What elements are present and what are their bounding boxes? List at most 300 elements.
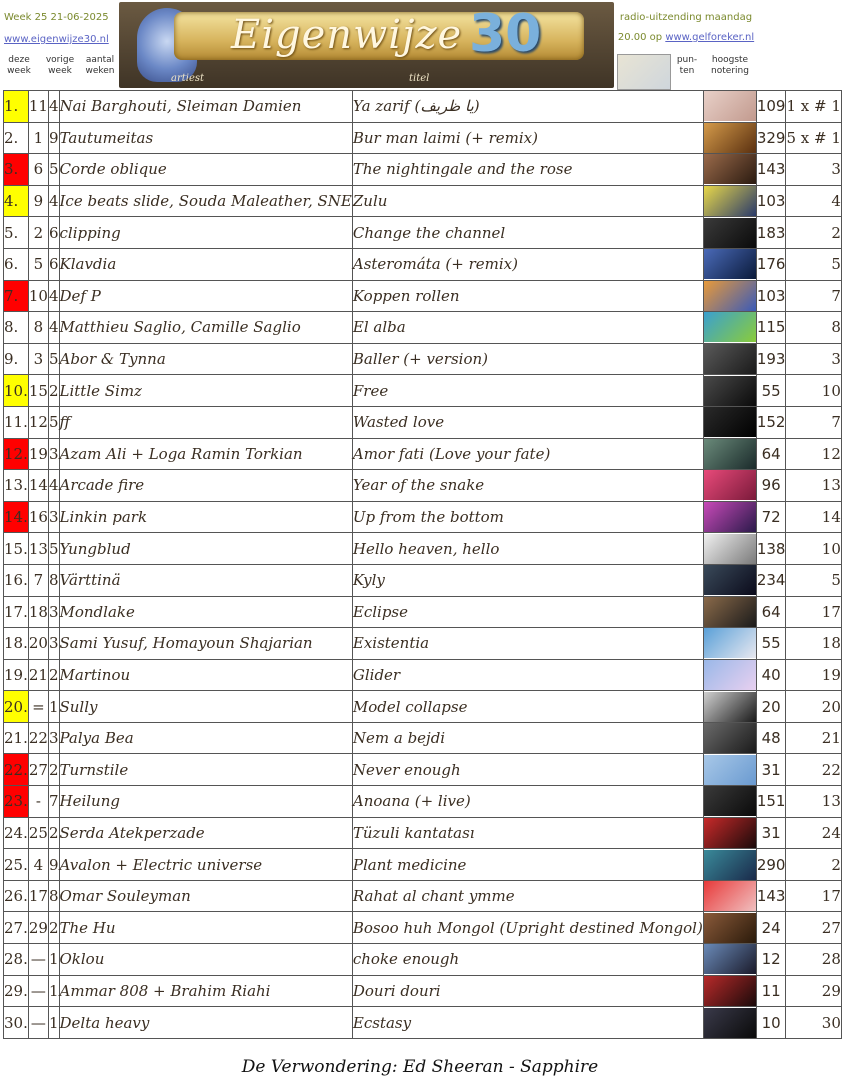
weeks-count-cell: 4 <box>48 280 59 312</box>
chart-row <box>4 1007 842 1039</box>
position-cell: 8. <box>4 312 29 344</box>
highest-position-cell: 22 <box>786 754 841 786</box>
album-cover-icon <box>704 755 756 785</box>
chart-row <box>4 596 842 628</box>
album-cover-icon <box>704 376 756 406</box>
points-cell: 64 <box>756 596 786 628</box>
position-cell: 5. <box>4 217 29 249</box>
artist-cell: Avalon + Electric universe <box>59 849 352 881</box>
highest-position-cell: 4 <box>786 185 841 217</box>
title-cell: Bosoo huh Mongol (Upright destined Mongol) <box>352 912 703 944</box>
points-cell: 103 <box>756 185 786 217</box>
position-cell: 28. <box>4 944 29 976</box>
artist-cell: Ice beats slide, Souda Maleather, SNE <box>59 185 352 217</box>
weeks-count-cell: 2 <box>48 375 59 407</box>
position-cell: 23. <box>4 786 29 818</box>
chart-row <box>4 564 842 596</box>
position-cell: 2. <box>4 122 29 154</box>
weeks-count-cell: 5 <box>48 154 59 186</box>
chart-row <box>4 217 842 249</box>
previous-week-cell: 17 <box>28 880 48 912</box>
radio-site-link[interactable]: www.gelforeker.nl <box>665 32 755 43</box>
title-cell: Koppen rollen <box>352 280 703 312</box>
album-cover-icon <box>704 344 756 374</box>
chart-row <box>4 628 842 660</box>
position-cell: 4. <box>4 185 29 217</box>
previous-week-cell: 14 <box>28 470 48 502</box>
title-cell: Hello heaven, hello <box>352 533 703 565</box>
title-cell: El alba <box>352 312 703 344</box>
title-cell: Plant medicine <box>352 849 703 881</box>
points-cell: 96 <box>756 470 786 502</box>
album-thumb-cell <box>703 786 756 818</box>
col-head-highest: hoogste notering <box>711 55 749 76</box>
chart-row <box>4 280 842 312</box>
highest-position-cell: 14 <box>786 501 841 533</box>
highest-position-cell: 24 <box>786 817 841 849</box>
chart-table <box>3 90 842 1039</box>
album-thumb-cell <box>703 154 756 186</box>
position-cell: 18. <box>4 628 29 660</box>
radio-time-label: 20.00 op <box>617 32 663 43</box>
position-cell: 25. <box>4 849 29 881</box>
weeks-count-cell: 2 <box>48 754 59 786</box>
previous-week-cell: 29 <box>28 912 48 944</box>
previous-week-cell: 25 <box>28 817 48 849</box>
chart-row <box>4 533 842 565</box>
album-cover-icon <box>704 439 756 469</box>
weeks-count-cell: 2 <box>48 817 59 849</box>
weeks-count-cell: 8 <box>48 564 59 596</box>
previous-week-cell: 27 <box>28 754 48 786</box>
points-cell: 40 <box>756 659 786 691</box>
highest-position-cell: 2 <box>786 849 841 881</box>
points-cell: 55 <box>756 628 786 660</box>
album-thumb-cell <box>703 91 756 123</box>
artist-cell: ff <box>59 406 352 438</box>
album-thumb-cell <box>703 817 756 849</box>
album-thumb-cell <box>703 912 756 944</box>
previous-week-cell: 8 <box>28 312 48 344</box>
position-cell: 11. <box>4 406 29 438</box>
title-cell: Asteromáta (+ remix) <box>352 248 703 280</box>
album-thumb-cell <box>703 659 756 691</box>
points-cell: 24 <box>756 912 786 944</box>
highest-position-cell: 10 <box>786 375 841 407</box>
points-cell: 11 <box>756 975 786 1007</box>
chart-row <box>4 754 842 786</box>
weeks-count-cell: 1 <box>48 1007 59 1039</box>
points-cell: 138 <box>756 533 786 565</box>
previous-week-cell: 18 <box>28 596 48 628</box>
previous-week-cell: 19 <box>28 438 48 470</box>
chart-row <box>4 122 842 154</box>
title-cell: Wasted love <box>352 406 703 438</box>
album-cover-icon <box>704 976 756 1006</box>
points-cell: 64 <box>756 438 786 470</box>
previous-week-cell: 12 <box>28 406 48 438</box>
previous-week-cell: — <box>28 1007 48 1039</box>
artist-cell: Klavdia <box>59 248 352 280</box>
points-cell: 234 <box>756 564 786 596</box>
weeks-count-cell: 3 <box>48 628 59 660</box>
highest-position-cell: 5 <box>786 248 841 280</box>
title-cell: The nightingale and the rose <box>352 154 703 186</box>
title-cell: Ya zarif (يا ظريف) <box>352 91 703 123</box>
title-cell: Douri douri <box>352 975 703 1007</box>
album-cover-icon <box>704 565 756 595</box>
radio-broadcast-label: radio-uitzending maandag <box>619 12 753 23</box>
week-date-label: Week 25 21-06-2025 <box>4 12 109 23</box>
position-cell: 17. <box>4 596 29 628</box>
artist-cell: Corde oblique <box>59 154 352 186</box>
weeks-count-cell: 3 <box>48 722 59 754</box>
position-cell: 16. <box>4 564 29 596</box>
highest-position-cell: 27 <box>786 912 841 944</box>
title-cell: Model collapse <box>352 691 703 723</box>
artist-cell: Mondlake <box>59 596 352 628</box>
previous-week-cell: = <box>28 691 48 723</box>
album-cover-icon <box>704 628 756 658</box>
map-icon <box>617 54 671 90</box>
title-cell: Baller (+ version) <box>352 343 703 375</box>
weeks-count-cell: 4 <box>48 312 59 344</box>
title-column-label: titel <box>409 73 430 84</box>
album-cover-icon <box>704 407 756 437</box>
points-cell: 143 <box>756 154 786 186</box>
chart-row <box>4 975 842 1007</box>
chart-row <box>4 722 842 754</box>
position-cell: 1. <box>4 91 29 123</box>
previous-week-cell: 21 <box>28 659 48 691</box>
album-cover-icon <box>704 913 756 943</box>
chart-row <box>4 91 842 123</box>
highest-position-cell: 7 <box>786 406 841 438</box>
album-thumb-cell <box>703 1007 756 1039</box>
highest-position-cell: 3 <box>786 154 841 186</box>
website-link[interactable]: www.eigenwijze30.nl <box>4 34 109 45</box>
chart-row <box>4 470 842 502</box>
album-cover-icon <box>704 154 756 184</box>
artist-cell: Ammar 808 + Brahim Riahi <box>59 975 352 1007</box>
album-cover-icon <box>704 534 756 564</box>
album-cover-icon <box>704 502 756 532</box>
points-cell: 329 <box>756 122 786 154</box>
highest-position-cell: 5 x # 1 <box>786 122 841 154</box>
highest-position-cell: 7 <box>786 280 841 312</box>
chart-row <box>4 248 842 280</box>
chart-row <box>4 154 842 186</box>
previous-week-cell: 4 <box>28 849 48 881</box>
highest-position-cell: 19 <box>786 659 841 691</box>
points-cell: 31 <box>756 817 786 849</box>
album-thumb-cell <box>703 722 756 754</box>
weeks-count-cell: 2 <box>48 659 59 691</box>
album-cover-icon <box>704 312 756 342</box>
chart-row <box>4 912 842 944</box>
chart-row <box>4 501 842 533</box>
previous-week-cell: 6 <box>28 154 48 186</box>
album-thumb-cell <box>703 754 756 786</box>
album-thumb-cell <box>703 691 756 723</box>
album-cover-icon <box>704 944 756 974</box>
title-cell: Never enough <box>352 754 703 786</box>
album-cover-icon <box>704 218 756 248</box>
points-cell: 176 <box>756 248 786 280</box>
album-thumb-cell <box>703 564 756 596</box>
album-cover-icon <box>704 470 756 500</box>
album-thumb-cell <box>703 628 756 660</box>
album-thumb-cell <box>703 375 756 407</box>
weeks-count-cell: 9 <box>48 849 59 881</box>
artist-cell: Serda Atekperzade <box>59 817 352 849</box>
points-cell: 143 <box>756 880 786 912</box>
title-cell: Kyly <box>352 564 703 596</box>
artist-cell: Abor & Tynna <box>59 343 352 375</box>
weeks-count-cell: 5 <box>48 406 59 438</box>
title-cell: Up from the bottom <box>352 501 703 533</box>
chart-row <box>4 817 842 849</box>
position-cell: 22. <box>4 754 29 786</box>
position-cell: 19. <box>4 659 29 691</box>
position-cell: 6. <box>4 248 29 280</box>
weeks-count-cell: 4 <box>48 91 59 123</box>
artist-cell: Heilung <box>59 786 352 818</box>
points-cell: 151 <box>756 786 786 818</box>
chart-rows <box>4 91 842 1039</box>
album-thumb-cell <box>703 596 756 628</box>
previous-week-cell: 11 <box>28 91 48 123</box>
album-thumb-cell <box>703 470 756 502</box>
weeks-count-cell: 6 <box>48 217 59 249</box>
position-cell: 29. <box>4 975 29 1007</box>
album-cover-icon <box>704 249 756 279</box>
highest-position-cell: 1 x # 1 <box>786 91 841 123</box>
album-cover-icon <box>704 692 756 722</box>
artist-cell: Omar Souleyman <box>59 880 352 912</box>
artist-cell: Oklou <box>59 944 352 976</box>
weeks-count-cell: 4 <box>48 185 59 217</box>
position-cell: 7. <box>4 280 29 312</box>
position-cell: 21. <box>4 722 29 754</box>
artist-cell: Delta heavy <box>59 1007 352 1039</box>
highest-position-cell: 21 <box>786 722 841 754</box>
points-cell: 10 <box>756 1007 786 1039</box>
artist-cell: Palya Bea <box>59 722 352 754</box>
album-cover-icon <box>704 281 756 311</box>
weeks-count-cell: 9 <box>48 122 59 154</box>
chart-row <box>4 185 842 217</box>
points-cell: 290 <box>756 849 786 881</box>
previous-week-cell: 3 <box>28 343 48 375</box>
artist-cell: Turnstile <box>59 754 352 786</box>
previous-week-cell: - <box>28 786 48 818</box>
previous-week-cell: — <box>28 944 48 976</box>
weeks-count-cell: 5 <box>48 533 59 565</box>
chart-row <box>4 659 842 691</box>
chart-row <box>4 343 842 375</box>
artist-cell: Värttinä <box>59 564 352 596</box>
highest-position-cell: 13 <box>786 470 841 502</box>
highest-position-cell: 12 <box>786 438 841 470</box>
album-cover-icon <box>704 881 756 911</box>
position-cell: 9. <box>4 343 29 375</box>
position-cell: 3. <box>4 154 29 186</box>
album-cover-icon <box>704 123 756 153</box>
banner-title: Eigenwijze <box>231 12 463 58</box>
album-thumb-cell <box>703 406 756 438</box>
highest-position-cell: 10 <box>786 533 841 565</box>
points-cell: 193 <box>756 343 786 375</box>
points-cell: 55 <box>756 375 786 407</box>
title-cell: Amor fati (Love your fate) <box>352 438 703 470</box>
previous-week-cell: 9 <box>28 185 48 217</box>
points-cell: 109 <box>756 91 786 123</box>
title-cell: Bur man laimi (+ remix) <box>352 122 703 154</box>
previous-week-cell: 20 <box>28 628 48 660</box>
album-thumb-cell <box>703 438 756 470</box>
weeks-count-cell: 1 <box>48 944 59 976</box>
previous-week-cell: — <box>28 975 48 1007</box>
artist-cell: Matthieu Saglio, Camille Saglio <box>59 312 352 344</box>
album-thumb-cell <box>703 248 756 280</box>
position-cell: 14. <box>4 501 29 533</box>
artist-column-label: artiest <box>171 73 205 84</box>
points-cell: 152 <box>756 406 786 438</box>
artist-cell: Linkin park <box>59 501 352 533</box>
chart-row <box>4 375 842 407</box>
chart-header <box>0 0 758 90</box>
title-cell: Existentia <box>352 628 703 660</box>
artist-cell: Arcade fire <box>59 470 352 502</box>
album-cover-icon <box>704 723 756 753</box>
title-cell: Eclipse <box>352 596 703 628</box>
album-thumb-cell <box>703 280 756 312</box>
highest-position-cell: 17 <box>786 880 841 912</box>
col-head-this-week: deze week <box>7 55 31 76</box>
artist-cell: Little Simz <box>59 375 352 407</box>
album-thumb-cell <box>703 975 756 1007</box>
highest-position-cell: 2 <box>786 217 841 249</box>
position-cell: 20. <box>4 691 29 723</box>
weeks-count-cell: 6 <box>48 248 59 280</box>
artist-cell: Yungblud <box>59 533 352 565</box>
position-cell: 24. <box>4 817 29 849</box>
album-cover-icon <box>704 850 756 880</box>
artist-cell: Martinou <box>59 659 352 691</box>
highest-position-cell: 29 <box>786 975 841 1007</box>
album-thumb-cell <box>703 343 756 375</box>
previous-week-cell: 2 <box>28 217 48 249</box>
album-thumb-cell <box>703 849 756 881</box>
weeks-count-cell: 1 <box>48 691 59 723</box>
album-thumb-cell <box>703 312 756 344</box>
col-head-last-week: vorige week <box>45 55 75 76</box>
artist-cell: Tautumeitas <box>59 122 352 154</box>
position-cell: 26. <box>4 880 29 912</box>
points-cell: 115 <box>756 312 786 344</box>
highest-position-cell: 3 <box>786 343 841 375</box>
chart-row <box>4 849 842 881</box>
weeks-count-cell: 8 <box>48 880 59 912</box>
highest-position-cell: 5 <box>786 564 841 596</box>
chart-row <box>4 406 842 438</box>
weeks-count-cell: 1 <box>48 975 59 1007</box>
previous-week-cell: 5 <box>28 248 48 280</box>
eigenwijze-banner <box>119 2 614 88</box>
position-cell: 12. <box>4 438 29 470</box>
title-cell: Glider <box>352 659 703 691</box>
weeks-count-cell: 7 <box>48 786 59 818</box>
title-cell: Anoana (+ live) <box>352 786 703 818</box>
chart-row <box>4 786 842 818</box>
position-cell: 27. <box>4 912 29 944</box>
radio-time-line <box>616 32 756 43</box>
album-cover-icon <box>704 186 756 216</box>
artist-cell: Sami Yusuf, Homayoun Shajarian <box>59 628 352 660</box>
position-cell: 15. <box>4 533 29 565</box>
title-cell: Zulu <box>352 185 703 217</box>
highest-position-cell: 18 <box>786 628 841 660</box>
position-cell: 30. <box>4 1007 29 1039</box>
highest-position-cell: 30 <box>786 1007 841 1039</box>
position-cell: 13. <box>4 470 29 502</box>
previous-week-cell: 7 <box>28 564 48 596</box>
artist-cell: Sully <box>59 691 352 723</box>
chart-row <box>4 880 842 912</box>
album-cover-icon <box>704 660 756 690</box>
previous-week-cell: 15 <box>28 375 48 407</box>
weeks-count-cell: 2 <box>48 912 59 944</box>
points-cell: 31 <box>756 754 786 786</box>
album-cover-icon <box>704 597 756 627</box>
col-head-points: pun- ten <box>676 55 698 76</box>
album-cover-icon <box>704 818 756 848</box>
title-cell: Rahat al chant ymme <box>352 880 703 912</box>
position-cell: 10. <box>4 375 29 407</box>
chart-row <box>4 944 842 976</box>
weeks-count-cell: 4 <box>48 470 59 502</box>
title-cell: Ecstasy <box>352 1007 703 1039</box>
weeks-count-cell: 5 <box>48 343 59 375</box>
title-cell: Nem a bejdi <box>352 722 703 754</box>
album-cover-icon <box>704 786 756 816</box>
points-cell: 48 <box>756 722 786 754</box>
highest-position-cell: 20 <box>786 691 841 723</box>
album-thumb-cell <box>703 944 756 976</box>
album-thumb-cell <box>703 122 756 154</box>
previous-week-cell: 13 <box>28 533 48 565</box>
previous-week-cell: 22 <box>28 722 48 754</box>
artist-cell: Nai Barghouti, Sleiman Damien <box>59 91 352 123</box>
previous-week-cell: 1 <box>28 122 48 154</box>
album-cover-icon <box>704 91 756 121</box>
album-thumb-cell <box>703 533 756 565</box>
highest-position-cell: 17 <box>786 596 841 628</box>
footer-discovery: De Verwondering: Ed Sheeran - Sapphire <box>241 1057 599 1077</box>
weeks-count-cell: 3 <box>48 596 59 628</box>
title-cell: Free <box>352 375 703 407</box>
points-cell: 72 <box>756 501 786 533</box>
album-thumb-cell <box>703 501 756 533</box>
artist-cell: clipping <box>59 217 352 249</box>
previous-week-cell: 10 <box>28 280 48 312</box>
highest-position-cell: 8 <box>786 312 841 344</box>
artist-cell: Azam Ali + Loga Ramin Torkian <box>59 438 352 470</box>
highest-position-cell: 28 <box>786 944 841 976</box>
points-cell: 103 <box>756 280 786 312</box>
title-cell: Year of the snake <box>352 470 703 502</box>
